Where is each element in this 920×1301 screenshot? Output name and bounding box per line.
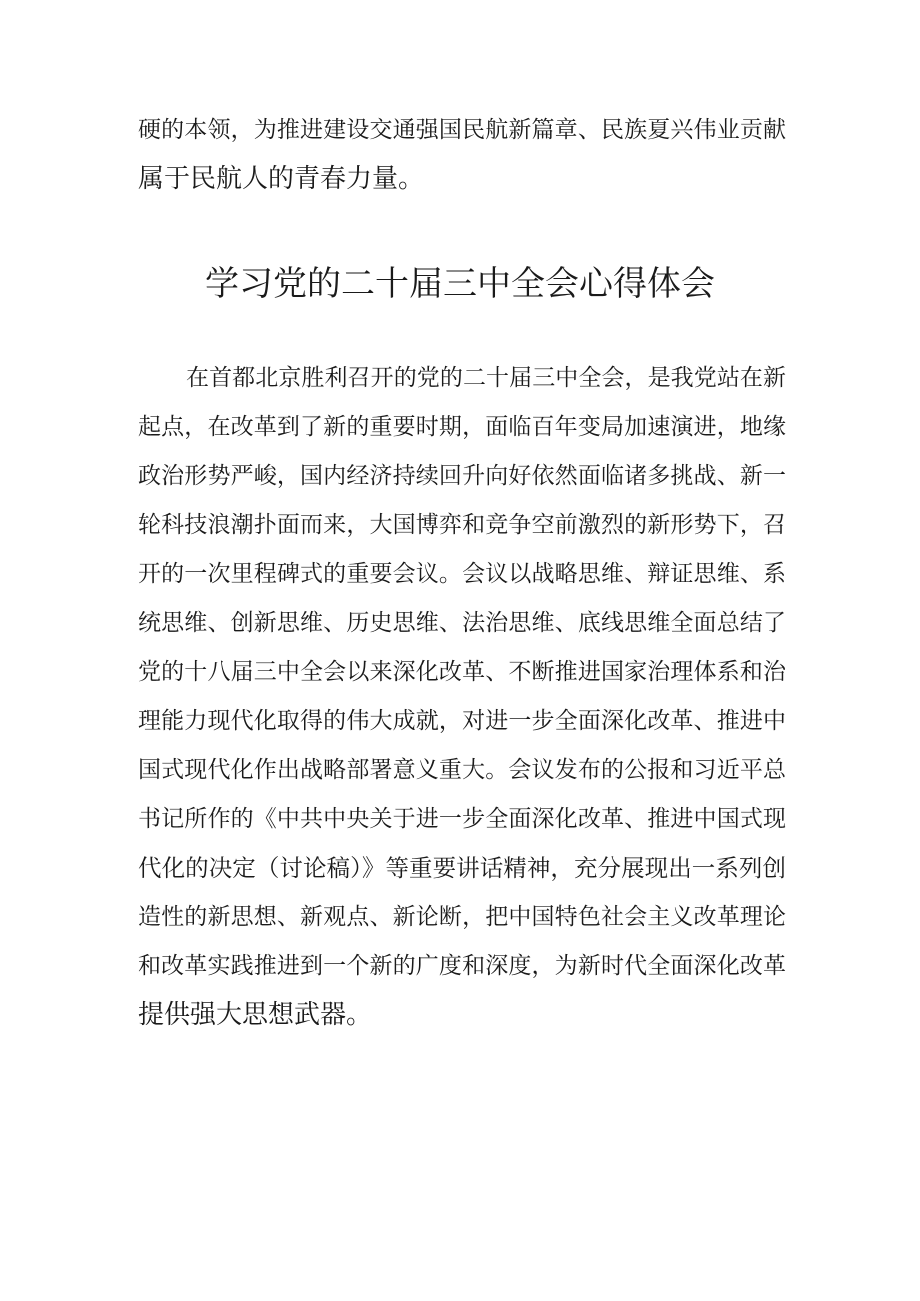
paragraph-line: 国式现代化作出战略部署意义重大。会议发布的公报和习近平总 — [138, 757, 786, 783]
paragraph-line: 提供强大思想武器。 — [138, 1000, 373, 1030]
paragraph-line: 硬的本领，为推进建设交通强国民航新篇章、民族夏兴伟业贡献 — [138, 117, 786, 143]
paragraph-line: 统思维、创新思维、历史思维、法治思维、底线思维全面总结了 — [138, 610, 786, 636]
paragraph-line: 书记所作的《中共中央关于进一步全面深化改革、推进中国式现 — [138, 806, 786, 832]
paragraph-line: 党的十八届三中全会以来深化改革、不断推进国家治理体系和治 — [138, 659, 786, 685]
paragraph-line: 造性的新思想、新观点、新论断，把中国特色社会主义改革理论 — [138, 904, 786, 930]
paragraph-line: 在首都北京胜利召开的党的二十届三中全会，是我党站在新 — [186, 365, 786, 391]
paragraph-line: 起点，在改革到了新的重要时期，面临百年变局加速演进，地缘 — [138, 414, 786, 440]
paragraph-line: 属于民航人的青春力量。 — [138, 164, 425, 194]
paragraph-line: 政治形势严峻，国内经济持续回升向好依然面临诸多挑战、新一 — [138, 463, 786, 489]
paragraph-line: 开的一次里程碑式的重要会议。会议以战略思维、辩证思维、系 — [138, 561, 786, 587]
paragraph-line: 轮科技浪潮扑面而来，大国博弈和竞争空前激烈的新形势下，召 — [138, 512, 786, 538]
paragraph-line: 理能力现代化取得的伟大成就，对进一步全面深化改革、推进中 — [138, 708, 786, 734]
paragraph-line: 和改革实践推进到一个新的广度和深度，为新时代全面深化改革 — [138, 953, 786, 979]
paragraph-line: 代化的决定（讨论稿）》等重要讲话精神，充分展现出一系列创 — [138, 854, 786, 882]
document-title: 学习党的二十届三中全会心得体会 — [205, 264, 715, 304]
